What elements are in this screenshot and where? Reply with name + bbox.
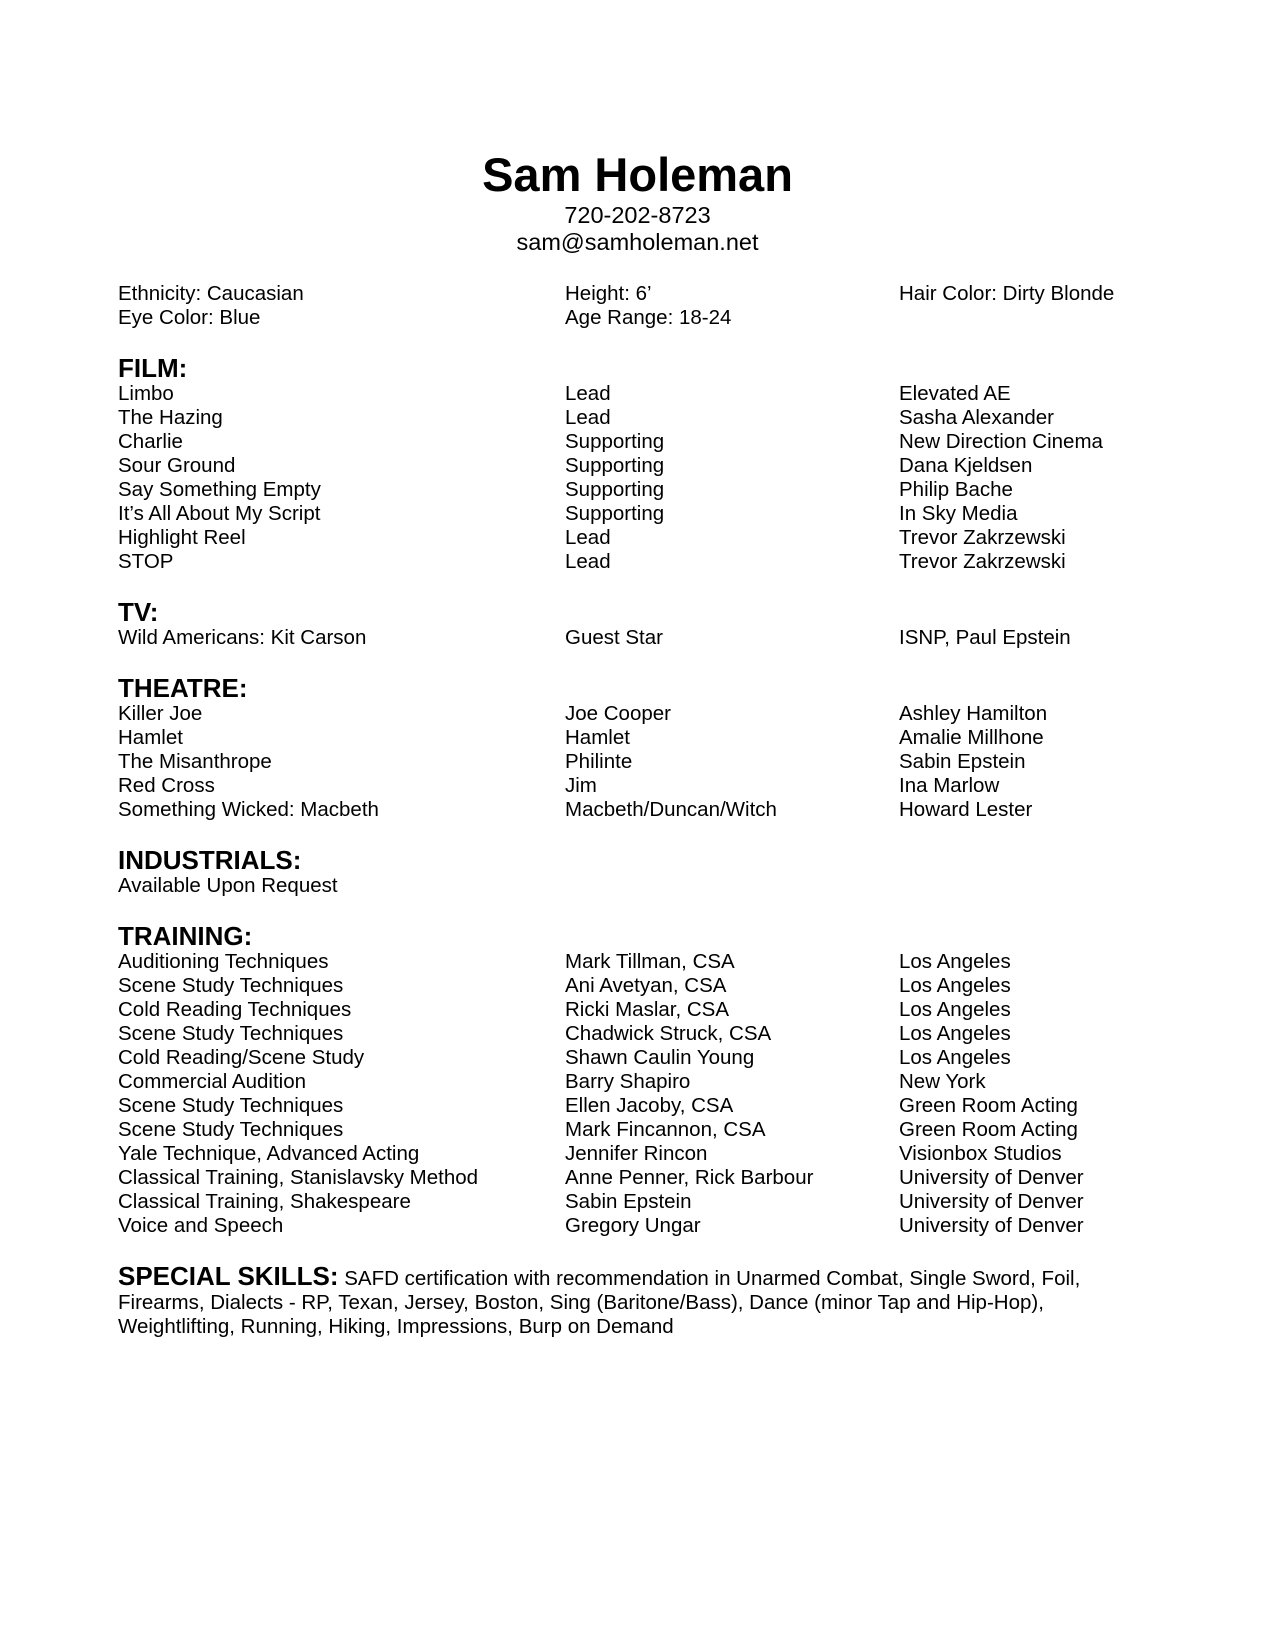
credit-role: Supporting — [565, 430, 665, 453]
training-instructor: Anne Penner, Rick Barbour — [565, 1166, 814, 1189]
credit-row — [118, 382, 1163, 406]
training-row — [118, 998, 1163, 1022]
training-instructor: Ricki Maslar, CSA — [565, 998, 730, 1021]
credit-role: Supporting — [565, 478, 665, 501]
credit-director: Dana Kjeldsen — [899, 454, 1033, 477]
training-instructor: Chadwick Struck, CSA — [565, 1022, 772, 1045]
credit-row — [118, 454, 1163, 478]
training-location: University of Denver — [899, 1214, 1084, 1237]
attribute-hair-color: Hair Color: Dirty Blonde — [899, 282, 1115, 305]
credit-director: Elevated AE — [899, 382, 1011, 405]
credit-role: Philinte — [565, 750, 633, 773]
training-course: Scene Study Techniques — [118, 974, 344, 997]
email-address: sam@samholeman.net — [516, 229, 759, 255]
attribute-age-range: Age Range: 18-24 — [565, 306, 732, 329]
training-instructor: Gregory Ungar — [565, 1214, 701, 1237]
training-instructor: Barry Shapiro — [565, 1070, 691, 1093]
section-title-theatre: THEATRE: — [118, 673, 248, 703]
training-course: Yale Technique, Advanced Acting — [118, 1142, 420, 1165]
credit-director: Trevor Zakrzewski — [899, 550, 1066, 573]
credit-role: Lead — [565, 526, 611, 549]
training-instructor: Mark Fincannon, CSA — [565, 1118, 766, 1141]
training-course: Commercial Audition — [118, 1070, 306, 1093]
training-instructor: Sabin Epstein — [565, 1190, 692, 1213]
training-row — [118, 1142, 1163, 1166]
training-instructor: Jennifer Rincon — [565, 1142, 708, 1165]
credit-role: Supporting — [565, 454, 665, 477]
training-row — [118, 1166, 1163, 1190]
training-row — [118, 1118, 1163, 1142]
section-title-industrials: INDUSTRIALS: — [118, 845, 302, 875]
training-location: University of Denver — [899, 1166, 1084, 1189]
theatre-credits — [118, 702, 1163, 822]
training-row — [118, 1046, 1163, 1070]
training-instructor: Shawn Caulin Young — [565, 1046, 755, 1069]
credit-director: Sasha Alexander — [899, 406, 1055, 429]
section-title-special-skills: SPECIAL SKILLS: — [118, 1261, 339, 1291]
credit-row — [118, 774, 1163, 798]
special-skills-text: SAFD certification with recommendation in Unarmed Combat, Single Sword, Foil, Firearms, Dialects - RP, Texan, Jersey, Boston, Sing (Baritone/Bass), Dance (minor Tap and Hip-Hop), Weightlifting, Running, Hiking, Impressions, Burp on Demand — [118, 1267, 1081, 1338]
training-course: Scene Study Techniques — [118, 1118, 344, 1141]
section-title-tv: TV: — [118, 597, 159, 627]
training-course: Cold Reading/Scene Study — [118, 1046, 365, 1069]
credit-title: Sour Ground — [118, 454, 236, 477]
credit-director: Philip Bache — [899, 478, 1013, 501]
credit-director: New Direction Cinema — [899, 430, 1103, 453]
actor-name: Sam Holeman — [482, 148, 793, 201]
credit-role: Lead — [565, 406, 611, 429]
credit-title: Something Wicked: Macbeth — [118, 798, 379, 821]
training-row — [118, 1190, 1163, 1214]
credit-director: Howard Lester — [899, 798, 1033, 821]
credit-title: Charlie — [118, 430, 183, 453]
credit-title: The Misanthrope — [118, 750, 272, 773]
industrials-note: Available Upon Request — [118, 874, 338, 897]
training-location: Los Angeles — [899, 1022, 1011, 1045]
credit-role: Macbeth/Duncan/Witch — [565, 798, 777, 821]
credit-director: Ina Marlow — [899, 774, 1000, 797]
training-row — [118, 1070, 1163, 1094]
training-location: Los Angeles — [899, 998, 1011, 1021]
credit-row — [118, 726, 1163, 750]
resume-header — [0, 148, 1275, 256]
film-credits — [118, 382, 1163, 574]
credit-director: ISNP, Paul Epstein — [899, 626, 1071, 649]
training-row — [118, 1022, 1163, 1046]
phone-number: 720-202-8723 — [564, 202, 711, 228]
credit-row — [118, 526, 1163, 550]
attribute-ethnicity: Ethnicity: Caucasian — [118, 282, 304, 305]
section-title-training: TRAINING: — [118, 921, 253, 951]
training-row — [118, 1094, 1163, 1118]
training-location: Visionbox Studios — [899, 1142, 1062, 1165]
credit-title: Limbo — [118, 382, 174, 405]
training-location: Green Room Acting — [899, 1094, 1078, 1117]
credit-director: Amalie Millhone — [899, 726, 1044, 749]
resume-body — [118, 282, 1163, 1339]
credit-title: It’s All About My Script — [118, 502, 321, 525]
training-course: Classical Training, Shakespeare — [118, 1190, 411, 1213]
credit-row — [118, 430, 1163, 454]
section-title-film: FILM: — [118, 353, 188, 383]
training-row — [118, 974, 1163, 998]
credit-title: Killer Joe — [118, 702, 203, 725]
training-course: Cold Reading Techniques — [118, 998, 352, 1021]
credit-role: Jim — [565, 774, 597, 797]
training-course: Scene Study Techniques — [118, 1094, 344, 1117]
credit-role: Guest Star — [565, 626, 663, 649]
credit-row — [118, 550, 1163, 574]
credit-director: Ashley Hamilton — [899, 702, 1048, 725]
training-instructor: Mark Tillman, CSA — [565, 950, 735, 973]
credit-row — [118, 478, 1163, 502]
training-course: Scene Study Techniques — [118, 1022, 344, 1045]
training-location: New York — [899, 1070, 986, 1093]
credit-row — [118, 502, 1163, 526]
credit-title: Say Something Empty — [118, 478, 321, 501]
training-location: Green Room Acting — [899, 1118, 1078, 1141]
credit-row — [118, 798, 1163, 822]
credit-title: The Hazing — [118, 406, 223, 429]
credit-role: Joe Cooper — [565, 702, 671, 725]
attributes-block — [118, 282, 1163, 330]
special-skills — [118, 1261, 1163, 1339]
credit-title: Wild Americans: Kit Carson — [118, 626, 367, 649]
attribute-eye-color: Eye Color: Blue — [118, 306, 261, 329]
training-course: Auditioning Techniques — [118, 950, 329, 973]
credit-title: STOP — [118, 550, 174, 573]
training-list — [118, 950, 1163, 1238]
training-row — [118, 950, 1163, 974]
credit-row — [118, 750, 1163, 774]
training-location: Los Angeles — [899, 974, 1011, 997]
credit-title: Red Cross — [118, 774, 215, 797]
attribute-row — [118, 306, 1163, 330]
credit-director: Sabin Epstein — [899, 750, 1026, 773]
training-row — [118, 1214, 1163, 1238]
credit-title: Highlight Reel — [118, 526, 246, 549]
industrials-text — [118, 874, 1163, 898]
credit-row — [118, 406, 1163, 430]
training-course: Classical Training, Stanislavsky Method — [118, 1166, 479, 1189]
attribute-height: Height: 6’ — [565, 282, 652, 305]
credit-title: Hamlet — [118, 726, 183, 749]
credit-role: Lead — [565, 382, 611, 405]
credit-row — [118, 702, 1163, 726]
credit-row — [118, 626, 1163, 650]
credit-director: Trevor Zakrzewski — [899, 526, 1066, 549]
training-location: Los Angeles — [899, 950, 1011, 973]
credit-role: Supporting — [565, 502, 665, 525]
training-location: Los Angeles — [899, 1046, 1011, 1069]
training-instructor: Ellen Jacoby, CSA — [565, 1094, 734, 1117]
tv-credits — [118, 626, 1163, 650]
training-location: University of Denver — [899, 1190, 1084, 1213]
training-course: Voice and Speech — [118, 1214, 284, 1237]
credit-role: Lead — [565, 550, 611, 573]
credit-director: In Sky Media — [899, 502, 1018, 525]
training-instructor: Ani Avetyan, CSA — [565, 974, 727, 997]
credit-role: Hamlet — [565, 726, 630, 749]
attribute-row — [118, 282, 1163, 306]
